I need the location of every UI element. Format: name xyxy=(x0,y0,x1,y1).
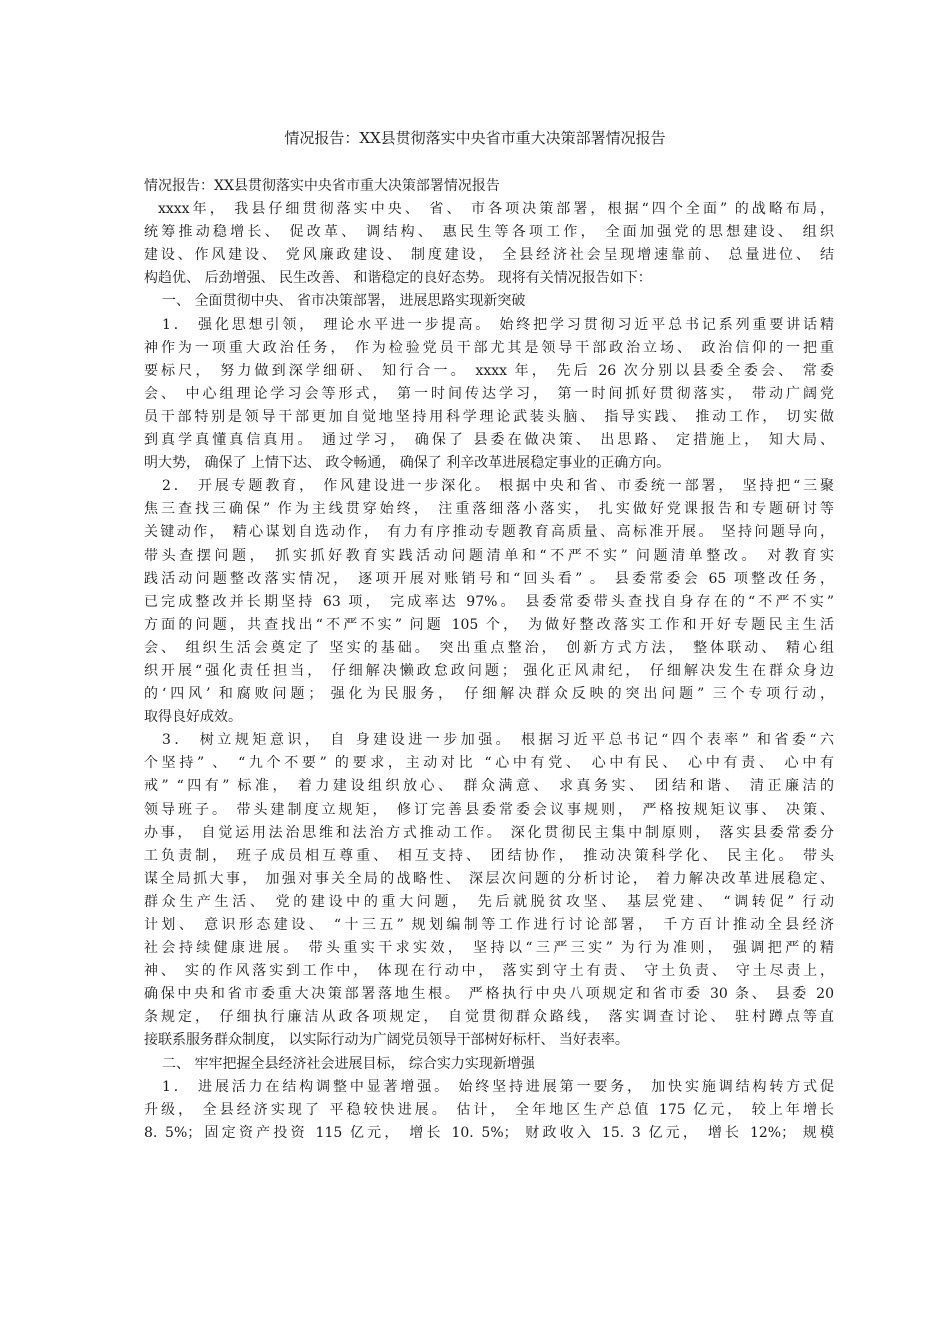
text-line: 会、 组织生活会奠定了 坚实的基础。 突出重点整治， 创新方式方法， 整体联动、 精心组 xyxy=(144,639,834,656)
text-line: 办事， 自觉运用法治思维和法治方式推动工作。 深化贯彻民主集中制原则， 落实县委常委分 xyxy=(144,824,834,841)
text-line: 群众生产生活、 党的建设中的重大问题， 先后就脱贫攻坚、 基层党建、 “调转促” 行动 xyxy=(144,893,834,910)
text-line: 神、 实的作风落实到工作中， 体现在行动中， 落实到守土有责、 守土负责、 守土尽责上， xyxy=(144,963,834,980)
section-heading: 二、 牢牢把握全县经济社会进展目标， 综合实力实现新增强 xyxy=(162,1055,535,1072)
text-line: 统筹推动稳增长、 促改革、 调结构、 惠民生等各项工作， 全面加强党的思想建设、 组织 xyxy=(144,224,834,241)
text-line: 领导班子。 带头建制度立规矩， 修订完善县委常委会议事规则， 严格按规矩议事、 决策、 xyxy=(144,801,834,818)
text-line: 社会持续健康进展。 带头重实干求实效， 坚持以“三严三实” 为行为准则， 强调把严的精 xyxy=(144,940,834,957)
text-line: 计划、 意识形态建设、 “十三五” 规划编制等工作进行讨论部署， 千方百计推动全县经济 xyxy=(144,917,834,933)
text-line: 会、 中心组理论学习会等形式， 第一时间传达学习， 第一时间抓好贯彻落实， 带动广阔党 xyxy=(144,385,834,402)
text-line: 戒” “四有” 标准， 着力建设组织放心、 群众满意、 求真务实、 团结和谐、 清正廉洁的 xyxy=(144,778,834,795)
text-line: 方面的问题，共查找出“不严不实” 问题 105 个， 为做好整改落实工作和开好专题民主生活 xyxy=(144,616,834,633)
section-heading: 一、 全面贯彻中央、 省市决策部署， 进展思路实现新突破 xyxy=(162,293,526,310)
text-line: 1． 强化思想引领， 理论水平进一步提高。 始终把学习贯彻习近平总书记系列重要讲话精 xyxy=(162,316,834,333)
text-line: 8. 5%；固定资产投资 115 亿元， 增长 10. 5%； 财政收入 15. 3 亿元， 增长 12%； 规模 xyxy=(144,1124,834,1141)
text-line: 焦三查找三确保” 作为主线贯穿始终， 注重落细落小落实， 扎实做好党课报告和专题研讨等 xyxy=(144,501,834,518)
text-line: 确保中央和省市委重大决策部署落地生根。 严格执行中央八项规定和省市委 30 条、 县委 20 xyxy=(144,986,834,1003)
text-line: xxxx年， 我县仔细贯彻落实中央、 省、 市各项决策部署，根据“四个全面” 的战略布局， xyxy=(158,201,834,218)
text-line: 织开展“强化责任担当， 仔细解决懒政怠政问题； 强化正风肃纪， 仔细解决发生在群众身边 xyxy=(144,662,834,679)
text-line: 个坚持” 、 “九个不要” 的要求，主动对比 “心中有党、 心中有民、 心中有责、 心中有 xyxy=(144,755,834,772)
text-line: 谋全局抓大事， 加强对事关全局的战略性、 深层次问题的分析讨论， 着力解决改革进展稳定、 xyxy=(144,870,834,887)
text-line: 1． 进展活力在结构调整中显著增强。 始终坚持进展第一要务， 加快实施调结构转方式促 xyxy=(162,1078,834,1095)
text-line: 带头查摆问题， 抓实抓好教育实践活动问题清单和“不严不实” 问题清单整改。 对教育实 xyxy=(144,547,834,564)
text-line: 升级， 全县经济实现了 平稳较快进展。 估计， 全年地区生产总值 175 亿元， 较上年增长 xyxy=(144,1101,834,1118)
text-line: 3． 树立规矩意识， 自 身建设进一步加强。 根据习近平总书记“四个表率” 和省委“六 xyxy=(162,732,834,749)
text-line: 关键动作， 精心谋划自选动作， 有力有序推动专题教育高质量、高标准开展。 坚持问题导向， xyxy=(144,524,834,541)
text-line: 要标尺， 努力做到深学细研、 知行合一。 xxxx 年， 先后 26 次分别以县委全委会、 常委 xyxy=(144,362,834,379)
text-line: 践活动问题整改落实情况， 逐项开展对账销号和“回头看” 。 县委常委会 65 项整改任务， xyxy=(144,570,834,587)
text-line: 构趋优、 后劲增强、 民生改善、 和谐稳定的良好态势。 现将有关情况报告如下： xyxy=(144,270,652,287)
document-body xyxy=(144,175,834,1145)
text-line: 2． 开展专题教育， 作风建设进一步深化。 根据中央和省、市委统一部署， 坚持把“三聚 xyxy=(162,478,834,495)
text-line: 员干部特别是领导干部更加自觉地坚持用科学理论武装头脑、 指导实践、 推动工作， 切实做 xyxy=(144,408,834,425)
text-line: 神作为一项重大政治任务， 作为检验党员干部尤其是领导干部政治立场、 政治信仰的一把重 xyxy=(144,339,834,356)
text-line: 条规定， 仔细执行廉洁从政各项规定， 自觉贯彻群众路线， 落实调查讨论、 驻村蹲点等直 xyxy=(144,1009,834,1026)
text-line: 已完成整改并长期坚持 63 项， 完成率达 97%。 县委常委带头查找自身存在的“不严不实” xyxy=(144,593,834,610)
text-line: 情况报告：XX县贯彻落实中央省市重大决策部署情况报告 xyxy=(144,178,500,194)
text-line: 明大势， 确保了 上情下达、 政令畅通， 确保了 利辛改革进展稳定事业的正确方向。 xyxy=(144,455,671,472)
text-line: 的‘四风’ 和腐败问题； 强化为民服务， 仔细解决群众反映的突出问题” 三个专项行动， xyxy=(144,686,834,703)
text-line: 工负责制， 班子成员相互尊重、 相互支持、 团结协作， 推动决策科学化、 民主化。 带头 xyxy=(144,847,834,864)
document-title: 情况报告：XX县贯彻落实中央省市重大决策部署情况报告 xyxy=(284,129,666,147)
text-line: 到真学真懂真信真用。 通过学习， 确保了 县委在做决策、 出思路、 定措施上， 知大局、 xyxy=(144,432,834,449)
text-line: 建设、作风建设、 党风廉政建设、 制度建设， 全县经济社会呈现增速靠前、 总量进位、 结 xyxy=(144,247,834,264)
text-line: 接联系服务群众制度， 以实际行动为广阔党员领导干部树好标杆、 当好表率。 xyxy=(144,1032,629,1049)
text-line: 取得良好成效。 xyxy=(144,709,242,726)
